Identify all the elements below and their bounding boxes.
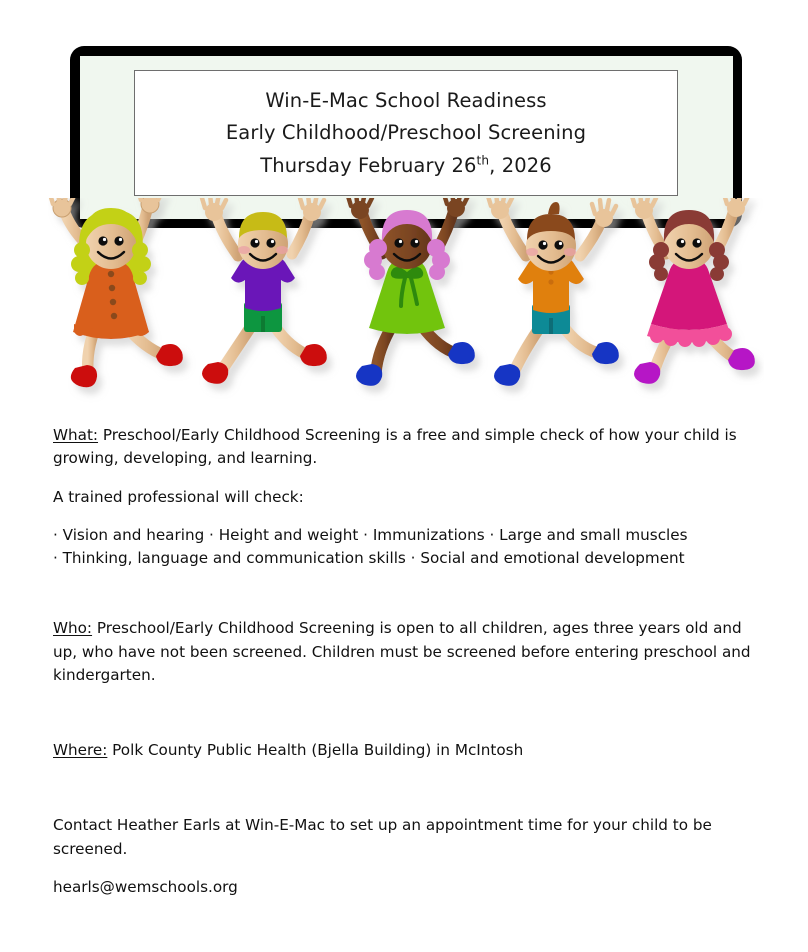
title-line-1: Win-E-Mac School Readiness [265, 88, 547, 112]
date-text-after: , 2026 [489, 153, 552, 177]
title-textbox [134, 70, 678, 196]
contact-email: hearls@wemschools.org [53, 877, 238, 896]
spacer [53, 570, 759, 617]
bullet-list-line-1: · Vision and hearing · Height and weight · Immunizations · Large and small muscles [53, 525, 688, 544]
who-label: Who: [53, 619, 93, 638]
title-line-3-date [260, 149, 552, 182]
what-text: Preschool/Early Childhood Screening is a free and simple check of how your child is growing, developing, and learning. [53, 426, 737, 468]
child-figure-5 [632, 198, 755, 384]
who-text: Preschool/Early Childhood Screening is open to all children, ages three years old and up, who have not been screened. Children must be screened before entering preschool and kindergarten. [53, 619, 751, 684]
date-ordinal-suffix: th [476, 153, 490, 168]
bullet-list-line-2: · Thinking, language and communication skills · Social and emotional development [53, 549, 685, 567]
children-illustration [48, 198, 764, 403]
title-line-2: Early Childhood/Preschool Screening [225, 121, 587, 145]
child-figure-4 [488, 198, 619, 386]
who-paragraph [53, 617, 759, 687]
spacer [53, 861, 759, 876]
sign-inner-panel [80, 56, 733, 219]
child-figure-3 [348, 198, 475, 386]
what-paragraph [53, 424, 759, 471]
where-text: Polk County Public Health (Bjella Building) in McIntosh [107, 741, 524, 759]
child-figure-2 [202, 198, 327, 384]
spacer [53, 509, 759, 524]
child-figure-1 [50, 198, 183, 387]
spacer [53, 687, 759, 739]
trained-professional-line: A trained professional will check: [53, 487, 304, 506]
spacer [53, 471, 759, 486]
where-label: Where: [53, 741, 108, 759]
contact-paragraph: Contact Heather Earls at Win-E-Mac to set up an appointment time for your child to be screened. [53, 816, 712, 858]
flyer-body [53, 424, 759, 899]
date-text-before: Thursday February 26 [260, 153, 477, 177]
where-paragraph [53, 739, 759, 762]
spacer [53, 762, 759, 814]
what-label: What: [53, 426, 99, 444]
